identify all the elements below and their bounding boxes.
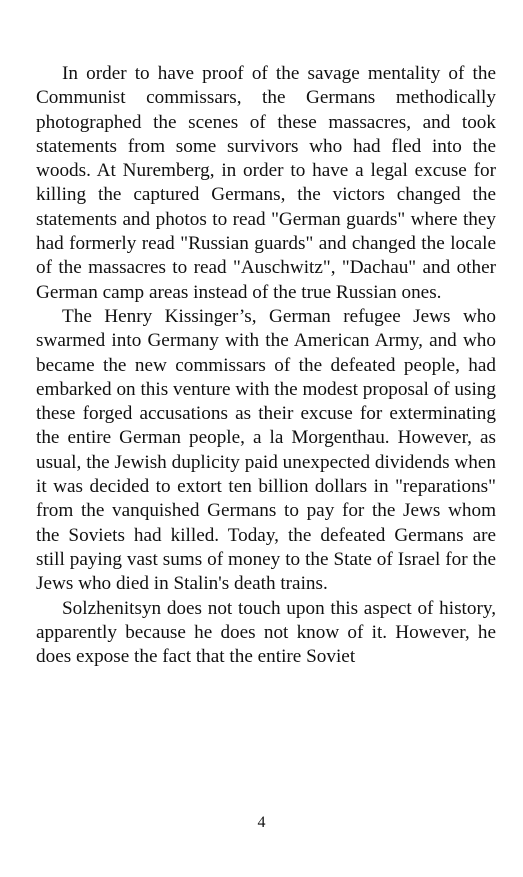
paragraph-2: The Henry Kissinger’s, German refugee Jews who swarmed into Germany with the American Army, and who became the new commissars of the defeated people, had embarked on this venture with the modest proposal of using these forged accusations as their excuse for exterminating the entire German people, a la Morgenthau. However, as usual, the Jewish duplicity paid unexpected dividends when it was decided to extort ten billion dollars in "reparations" from the vanquished Germans to pay for the Jews whom the Soviets had killed. Today, the defeated Germans are still paying vast sums of money to the State of Israel for the Jews who died in Stalin's death trains. bbox=[36, 305, 496, 595]
paragraph-1: In order to have proof of the savage mentality of the Communist commissars, the Germans methodically photographed the scenes of these massacres, and took statements from some survivors who had fled into the woods. At Nuremberg, in order to have a legal excuse for killing the captured Germans, the victors changed the statements and photos to read "German guards" where they had formerly read "Russian guards" and changed the locale of the massacres to read "Auschwitz", "Dachau" and other German camp areas instead of the true Russian ones. bbox=[36, 63, 496, 303]
paragraph-3: Solzhenitsyn does not touch upon this aspect of history, apparently because he does not know of it. However, he does expose the fact that the entire Soviet bbox=[36, 597, 496, 668]
page-number: 4 bbox=[257, 814, 266, 831]
page-body bbox=[36, 62, 496, 669]
